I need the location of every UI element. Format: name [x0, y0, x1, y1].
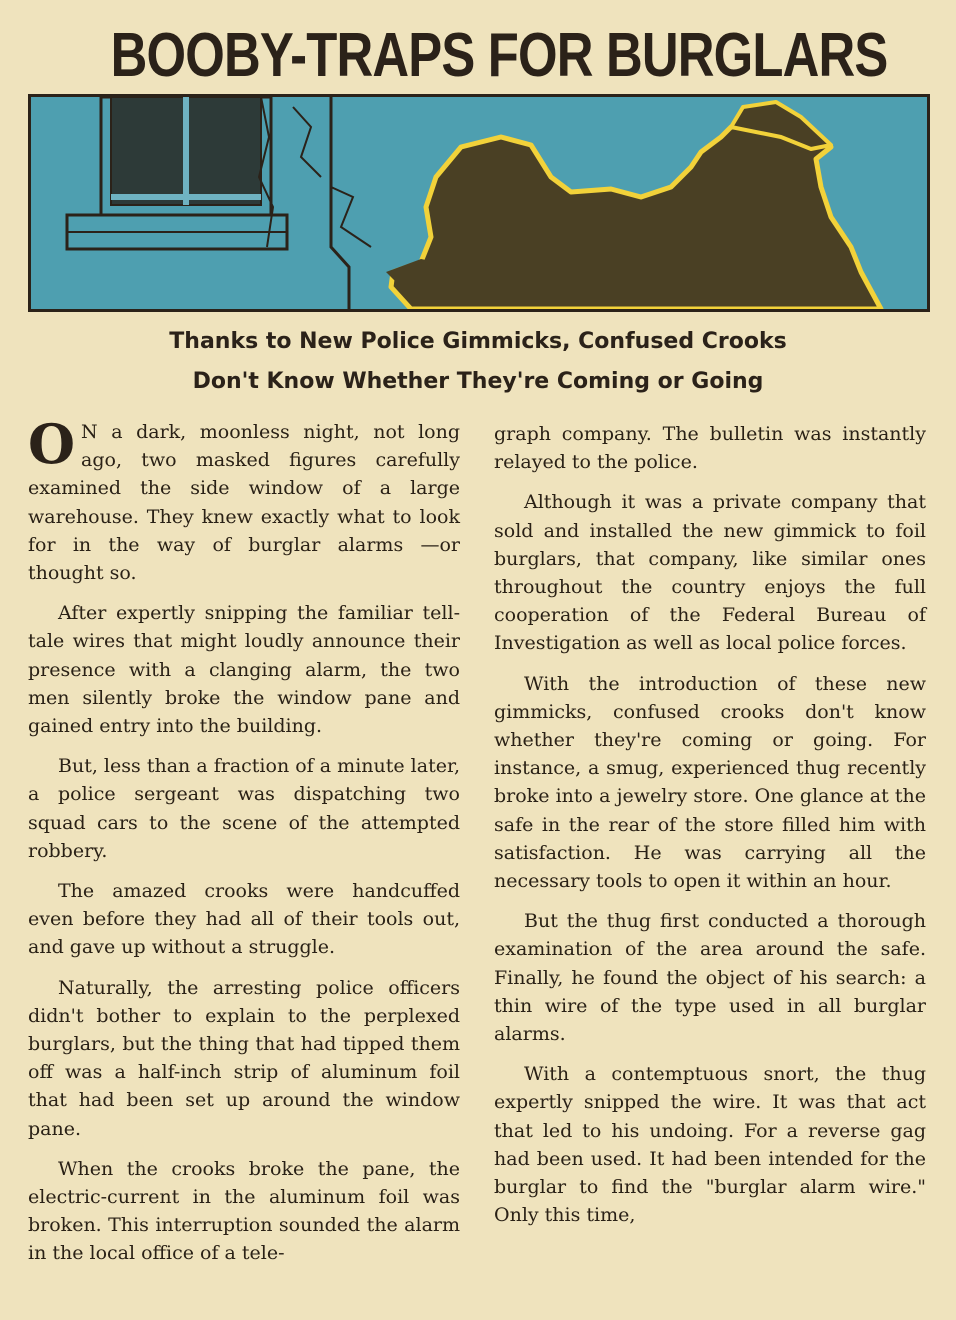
paragraph: graph company. The bulletin was instantly relayed to the police.	[494, 423, 926, 474]
illustration-panel	[28, 94, 930, 312]
paragraph: When the crooks broke the pane, the electric-current in the aluminum foil was broken. This interruption sounded the alarm in the local office of a tele-	[28, 1157, 460, 1265]
paragraph: But the thug first conducted a thorough examination of the area around the safe. Finally, he found the object of his search: a thin wire of the type used in all burglar alarms.	[494, 910, 926, 1046]
paragraph: After expertly snipping the familiar tell-tale wires that might loudly announce their presence with a clanging alarm, the two men silently broke the window pane and gained entry into the building.	[28, 602, 460, 738]
paragraph: But, less than a fraction of a minute later, a police sergeant was dispatching two squad cars to the scene of the attempted robbery.	[28, 755, 460, 862]
paragraph-text: N a dark, moonless night, not long ago, two masked figures carefully examined the side window of a large warehouse. They knew exactly what to look for in the way of burglar alarms —or thought so.	[28, 421, 460, 585]
left-column	[28, 412, 460, 1280]
burglars-illustration	[31, 97, 927, 309]
subtitle-line-1: Thanks to New Police Gimmicks, Confused Crooks	[169, 329, 787, 354]
paragraph: With the introduction of these new gimmicks, confused crooks don't know whether they're coming or going. For instance, a smug, experienced thug recently broke into a jewelry store. One glance at the safe in the rear of the store filled him with satisfaction. He was carrying all the necessary tools to open it within an hour.	[494, 672, 926, 893]
paragraph: Naturally, the arresting police officers didn't bother to explain to the perplexed burglars, but the thing that had tipped them off was a half-inch strip of aluminum foil that had been set up around the window pane.	[28, 976, 460, 1140]
subtitle-line-2: Don't Know Whether They're Coming or Going	[192, 369, 764, 394]
article-title: BOOBY-TRAPS FOR BURGLARS	[110, 21, 888, 90]
right-column	[494, 420, 926, 1241]
paragraph: Although it was a private company that sold and installed the new gimmick to foil burglars, that company, like similar ones throughout the country enjoys the full cooperation of the Federal Bureau of Investigation as well as local police forces.	[494, 491, 926, 655]
paragraph	[28, 412, 460, 587]
paragraph: With a contemptuous snort, the thug expertly snipped the wire. It was that act that led to his undoing. For a reverse gag had been used. It had been intended for the burglar to find the "burglar alarm wire." Only this time,	[494, 1063, 926, 1227]
drop-cap: O	[28, 412, 76, 476]
paragraph: The amazed crooks were handcuffed even before they had all of their tools out, and gave up without a struggle.	[28, 880, 460, 959]
